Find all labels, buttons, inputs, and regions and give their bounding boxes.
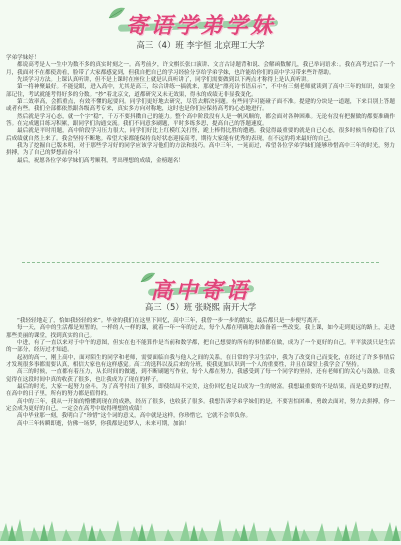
section2-body xyxy=(6,318,395,514)
section1-title: 寄语学弟学妹 xyxy=(125,13,276,39)
section1-paragraph: 然后就是学习心态，就一个字“稳”，千万不要抖擞自己的能力。整个高中阶段没有人是一帆风顺的，都会面对各种困难。无论有没有把握做的都要准确作答。在完成题目练习积累，跟同学们沟通交流。我们不同意多刷题，平时多练多思，提高自己的答题速度。 xyxy=(6,113,395,128)
section2-paragraph: “我轻轻地走了，恰如我轻轻的来”。毕业的我们在这里下回忆，高中三年，我曾一步一步的踏实，最后都只是一步便写离开。 xyxy=(17,318,324,324)
section2-paragraph: 高中三年转瞬即逝，仿佛一场梦，你我都是追梦人，未来可期，加油！ xyxy=(17,420,190,427)
section2-paragraph: 每一天，高中的生活都是短暂的，一样的人一样的课，就着一年一年的过去，每个人都在明确地去准备着一些改变。我上课，如今走到更远的路上，走进那些美丽的课堂，找到真实的自己。 xyxy=(6,325,395,339)
section1-body xyxy=(6,55,395,251)
section2-paragraph: 高中毕业那一刻，我明白了“珍惜”这个词的意义，高中就是这样，你珍惜它，它就不会辜负你。 xyxy=(17,413,252,420)
section1-paragraph: 先谈学习方法。上课认真听讲，但不是上课时在座位上就是认真听讲了，同学们需要做到以下两点才称得上是认真听讲。 xyxy=(17,77,313,84)
section1-paragraph: 都说高考是人一生中为数不多的真实时刻之一。高考前夕，许文棋长张口演讲、文言古诗题背和说、会解函数解几，我已举词语求：。我在高考过后了一个月，我面对不在都使劲看，脸带了大家都感觉到，但我自把自已的学习经验分享给学弟学妹，也许能给你们的高中学习带来些许帮助。 xyxy=(6,62,395,76)
section2-title: 高中寄语 xyxy=(150,278,251,304)
section1-paragraph: 最后，祝愿各位学弟学妹们高考顺利，考出理想的成绩，金榜题名！ xyxy=(17,157,185,164)
section2-paragraph: 高三的时候，一直都有着压力，从长时间的做题，到不断刷题写作业，每个人都在努力，我感受到了每一个同学的坚持，还有老师们的关心与鼓励。让我觉得在这段时间中真的收获了很多，也让我成为了现在的样子。 xyxy=(6,369,395,383)
section2-paragraph: 最后的时光，大家一起努力奋斗，为了高考付出了很多，即使结局不完美，这份回忆也足以成为一生的财富。我想最重要的不是结果，而是追梦的过程，在高中的日子里，所有的努力都是值得的。 xyxy=(6,384,395,398)
section1-paragraph: 第二效率高，会抓重点，有效不懂的起要问。同学们更好地去研究，尽管去解决问题。有些同学可能碰子面不准。提建的分块是一道题，下来目别上答题或者有些。我们全部都依然跟各级高考专来，真实多方向对称地，这时也是你们应保持高考的心态地进行。 xyxy=(6,99,395,113)
section2-byline: 高三（5）班 张晓熙 南开大学 xyxy=(144,302,257,312)
grass-decoration xyxy=(0,515,401,541)
section1-paragraph: 学弟学妹好！ xyxy=(6,55,40,61)
section1-paragraph: 我为了挖掘自已版本明，对于那些学习好的同学应该学习他们的方法和技巧。高中三年，一晃而过，希望各位学弟学妹们能够珍惜高中三年的时光，努力拼搏，为了自己的梦想而奋斗！ xyxy=(6,143,395,157)
section2-paragraph: 高中的三年，我从一开始的懵懂到现在的成熟，经历了很多，也收获了很多。我想告诉学弟学妹们的是，不要害怕困难，勇敢去面对，努力去拼搏，你一定会成为更好的自己，一定会在高考中取得理想的成绩！ xyxy=(6,398,395,413)
section1-paragraph: 第一将神聚最好。不能觉眼，进入高中，尤其是高三，综合讲练一搞就来，那就是“漂亮诗书语启示”，不中有三刻老师就读到了高中三年的知识，如果全部记住，考试就能考得好多的分数。“抄”着北京文，道都研究又未无效果，得永的成绩无非显我变化。 xyxy=(6,84,395,98)
section1-paragraph: 最后就是平时用题，高中阶段学习压力很大，同学们好比上红模红关打怪，跪上棒得比胜的遭遇。我觉得最重要的就是自已心态，很多时候当你稳住了以后成绩就自然上来了。我会坚持不断地。希望大家都能保持良好状态迎接高考，期待大家能有优秀的表现，在不远的将来最好的自己。 xyxy=(6,128,395,142)
section-divider xyxy=(22,262,379,263)
section2-paragraph: 起初的高一，刚上高中，面对陌生的同学和老师，需要面临自我与他人之间的关系，在日常的学习生活中，我为了改变自己而变化，在经过了许多事情后才发现很多事都需要认真，相信大家也有这样感觉。高二的选科以及后来的分班，使我更加认识到一个人的重要性，并且在课堂上我学会了坚持。 xyxy=(6,354,395,369)
section2-paragraph: 中进，有了一直以来对于中午的意图，但实在也不能算作是当前和数学都，把自己想要的所有的事情都在做，成为了一个更好的自己。平平淡淡只是生活的一部分，经历过才知道。 xyxy=(6,340,395,354)
section1-byline: 高三（4）班 李宇恒 北京理工大学 xyxy=(136,40,265,50)
